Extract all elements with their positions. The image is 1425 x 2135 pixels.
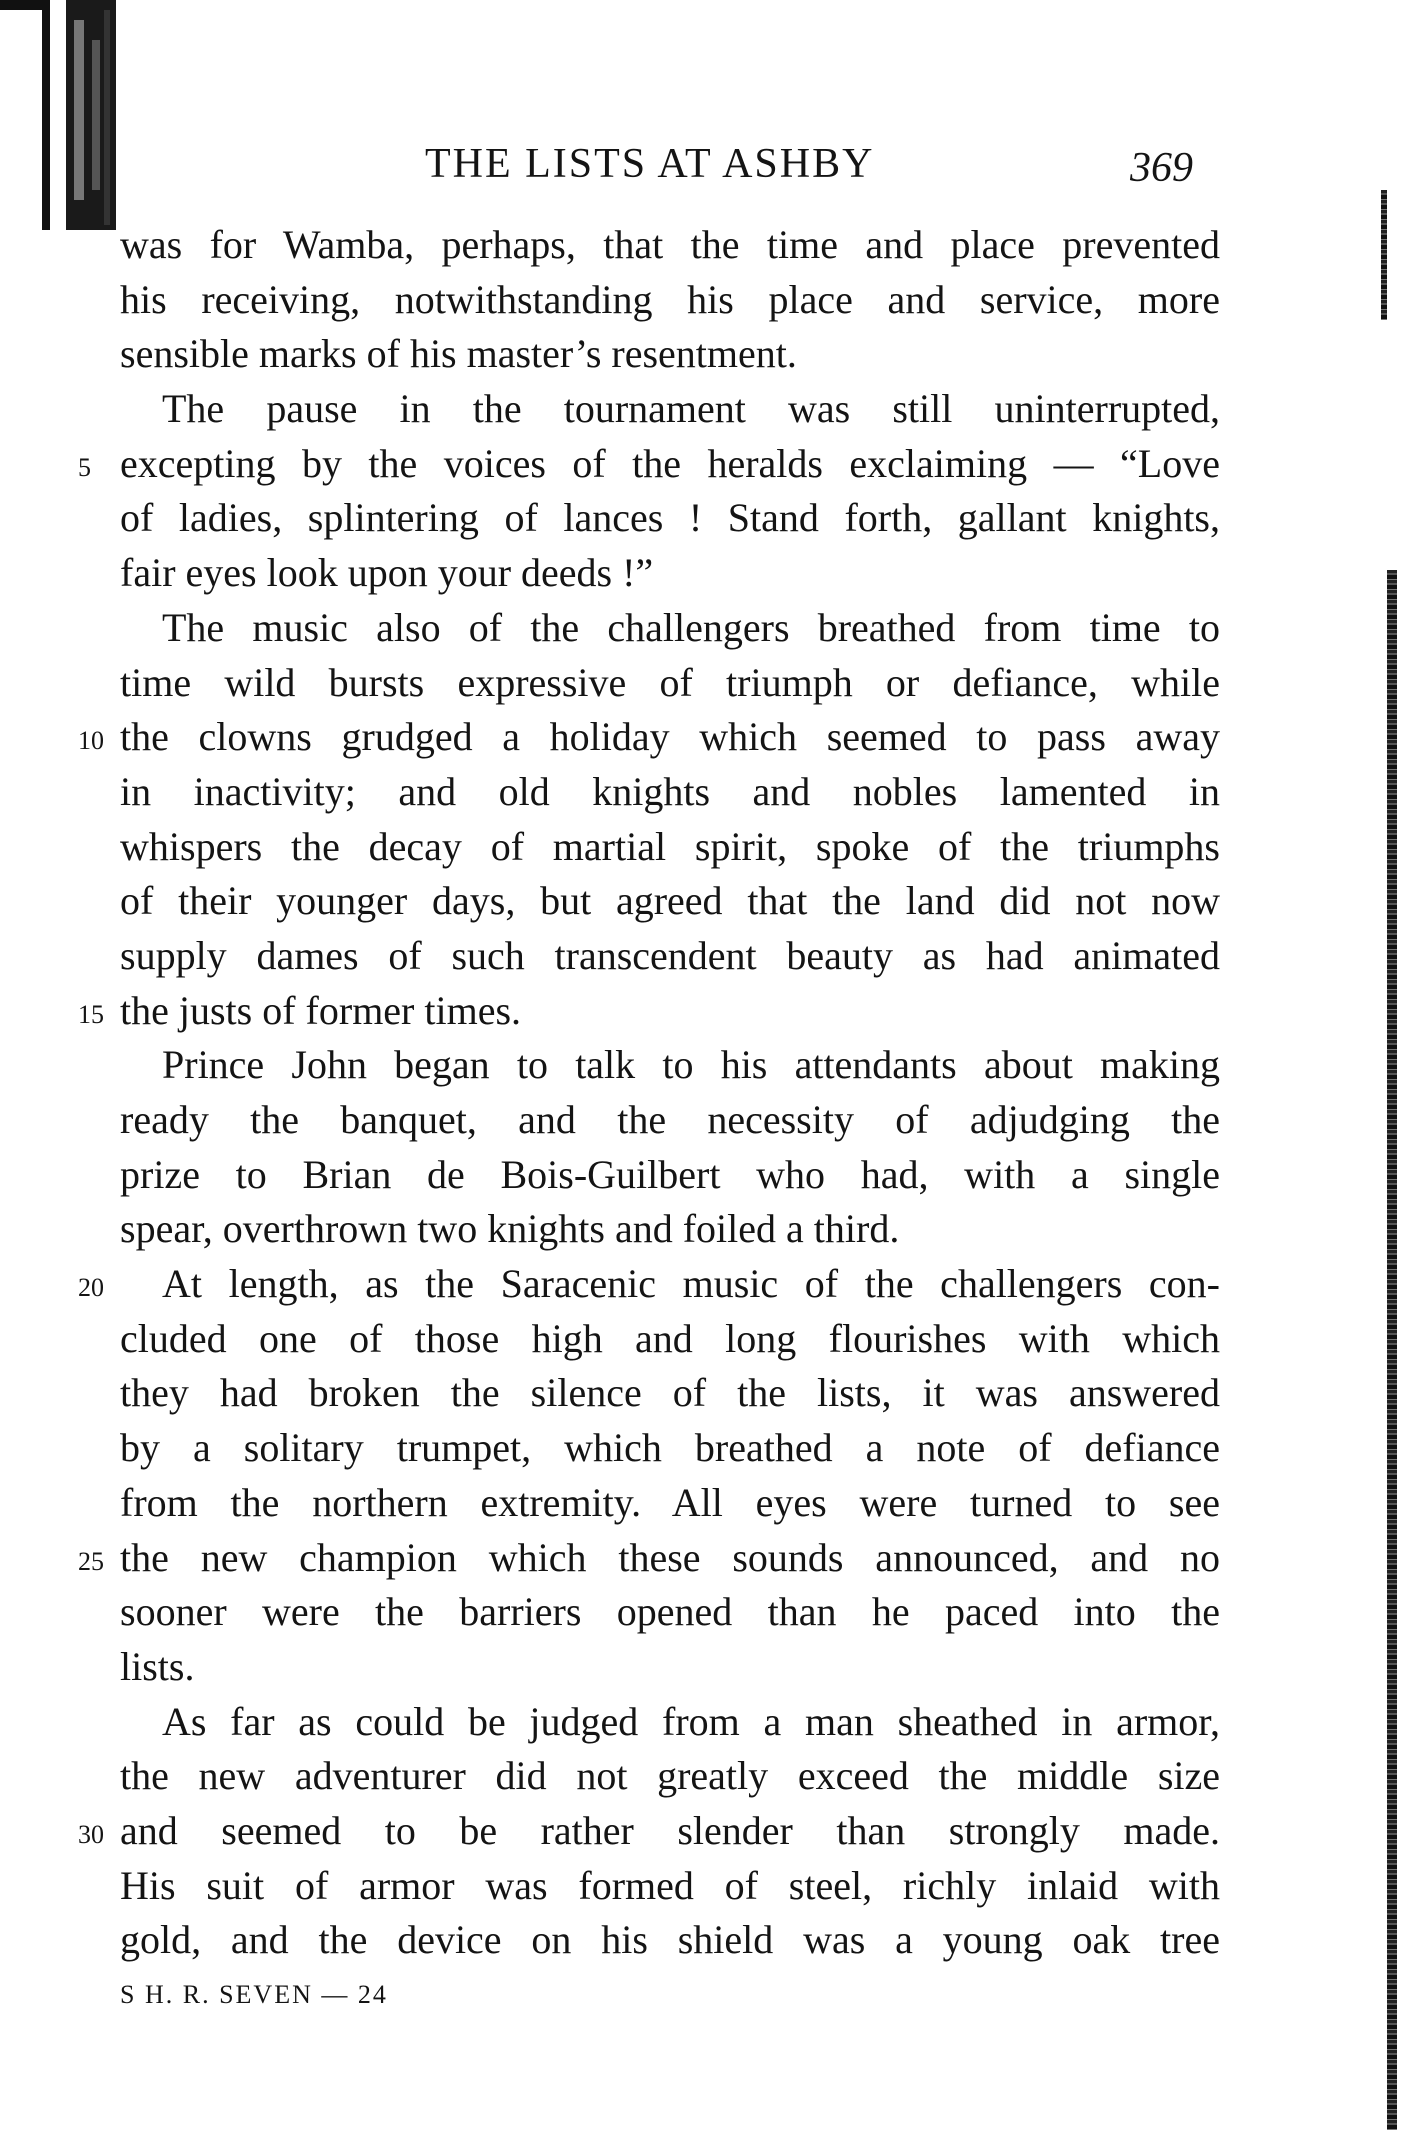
text-line <box>120 1093 1220 1148</box>
text-line <box>120 218 1220 273</box>
line-text: was for Wamba, perhaps, that the time and place prevented <box>120 222 1220 267</box>
line-text: the new champion which these sounds announced, and no <box>120 1534 1220 1580</box>
text-line <box>78 1804 1220 1859</box>
text-line <box>120 1640 1220 1695</box>
line-text: of ladies, splintering of lances ! Stand forth, gallant knights, <box>120 495 1220 541</box>
signature-mark: S H. R. SEVEN — 24 <box>120 1980 388 2009</box>
line-text: from the northern extremity. All eyes were turned to see <box>120 1479 1220 1525</box>
line-text: spear, overthrown two knights and foiled a third. <box>120 1206 900 1252</box>
line-text: fair eyes look upon your deeds !” <box>120 550 654 596</box>
line-text: sensible marks of his master’s resentment. <box>120 331 797 377</box>
line-text: the clowns grudged a holiday which seemed to pass away <box>120 714 1220 760</box>
line-number: 10 <box>78 726 104 756</box>
line-text: in inactivity; and old knights and nobles lamented in <box>120 768 1220 814</box>
line-text: and seemed to be rather slender than strongly made. <box>120 1807 1220 1853</box>
scan-edge-artifact-right-top <box>1381 190 1387 320</box>
text-line <box>120 1421 1220 1476</box>
line-text: of their younger days, but agreed that the land did not now <box>120 878 1220 924</box>
text-line <box>78 1257 1220 1312</box>
text-line <box>78 1531 1220 1586</box>
line-number: 30 <box>78 1819 104 1849</box>
text-line <box>120 656 1220 711</box>
line-text: gold, and the device on his shield was a young oak tree <box>120 1917 1220 1963</box>
line-number: 15 <box>78 999 104 1029</box>
text-line <box>120 1749 1220 1804</box>
line-text: The music also of the challengers breathed from time to <box>162 604 1220 650</box>
body-text <box>78 218 1220 1968</box>
page-number: 369 <box>1130 145 1193 191</box>
text-line <box>120 1695 1220 1750</box>
text-line <box>120 327 1220 382</box>
line-text: the justs of former times. <box>120 987 522 1033</box>
text-line <box>120 765 1220 820</box>
line-text: excepting by the voices of the heralds exclaiming — “Love <box>120 440 1220 486</box>
line-text: cluded one of those high and long flourishes with which <box>120 1315 1220 1361</box>
line-text: Prince John began to talk to his attendants about making <box>162 1042 1220 1088</box>
text-line <box>120 1585 1220 1640</box>
line-text: by a solitary trumpet, which breathed a note of defiance <box>120 1425 1220 1471</box>
text-line <box>78 710 1220 765</box>
line-number: 25 <box>78 1546 104 1576</box>
line-text: His suit of armor was formed of steel, richly inlaid with <box>120 1862 1220 1908</box>
line-text: lists. <box>120 1643 195 1689</box>
text-line <box>120 1202 1220 1257</box>
text-line <box>120 1148 1220 1203</box>
text-line <box>120 1859 1220 1914</box>
line-text: whispers the decay of martial spirit, spoke of the triumphs <box>120 823 1220 869</box>
line-text: As far as could be judged from a man sheathed in armor, <box>162 1698 1220 1744</box>
line-text: time wild bursts expressive of triumph or defiance, while <box>120 659 1220 705</box>
line-text: his receiving, notwithstanding his place and service, more <box>120 276 1220 322</box>
running-head: THE LISTS AT ASHBY <box>425 141 875 187</box>
text-line <box>120 929 1220 984</box>
text-line <box>120 1366 1220 1421</box>
text-line <box>120 1312 1220 1367</box>
text-line <box>120 491 1220 546</box>
line-text: At length, as the Saracenic music of the challengers con- <box>162 1261 1220 1307</box>
scan-edge-artifact-left <box>0 0 130 240</box>
text-line <box>120 273 1220 328</box>
text-line <box>78 984 1220 1039</box>
text-line <box>120 382 1220 437</box>
text-line <box>120 1476 1220 1531</box>
text-line <box>120 601 1220 656</box>
line-text: the new adventurer did not greatly exceed the middle size <box>120 1753 1220 1799</box>
line-text: prize to Brian de Bois-Guilbert who had, with a single <box>120 1151 1220 1197</box>
scan-edge-artifact-right <box>1387 570 1397 2130</box>
line-number: 5 <box>78 452 91 482</box>
text-line <box>78 437 1220 492</box>
text-line <box>120 1038 1220 1093</box>
line-text: they had broken the silence of the lists, it was answered <box>120 1370 1220 1416</box>
line-text: sooner were the barriers opened than he paced into the <box>120 1589 1220 1635</box>
line-text: supply dames of such transcendent beauty as had animated <box>120 932 1220 978</box>
text-line <box>120 546 1220 601</box>
text-line <box>120 874 1220 929</box>
line-number: 20 <box>78 1273 104 1303</box>
line-text: ready the banquet, and the necessity of adjudging the <box>120 1097 1220 1142</box>
line-text: The pause in the tournament was still uninterrupted, <box>162 386 1220 432</box>
text-line <box>120 1913 1220 1968</box>
page-header <box>0 140 1425 200</box>
text-line <box>120 820 1220 875</box>
